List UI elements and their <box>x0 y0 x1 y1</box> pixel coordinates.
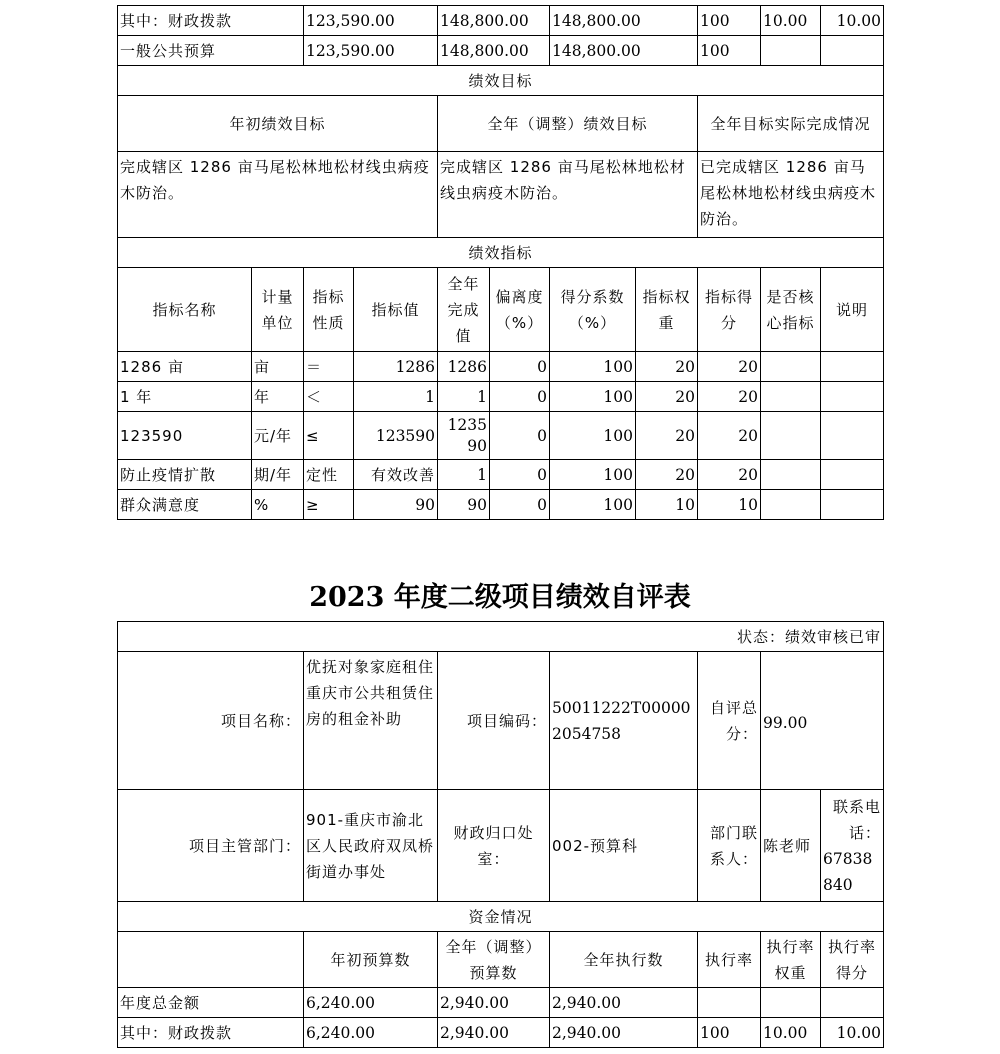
execution-rate: 100 <box>698 1018 761 1048</box>
col-header: 指标性质 <box>304 268 354 352</box>
indicator-score: 20 <box>698 460 761 490</box>
indicator-core <box>761 490 821 520</box>
adjusted-budget: 2,940.00 <box>438 988 550 1018</box>
budget-row <box>118 36 884 66</box>
funds-row <box>118 988 884 1018</box>
row-label: 一般公共预算 <box>118 36 304 66</box>
execution-rate <box>698 988 761 1018</box>
indicator-name: 群众满意度 <box>118 490 252 520</box>
indicator-weight: 20 <box>636 382 698 412</box>
office-value: 002-预算科 <box>550 790 698 902</box>
goals-section-title: 绩效目标 <box>118 66 884 96</box>
indicator-coefficient: 100 <box>550 382 636 412</box>
indicator-deviation: 0 <box>490 382 550 412</box>
indicator-done: 1286 <box>438 352 490 382</box>
rate-score: 10.00 <box>821 1018 884 1048</box>
indicator-header-row <box>118 268 884 352</box>
goal-header-actual: 全年目标实际完成情况 <box>698 96 884 152</box>
initial-budget: 6,240.00 <box>304 1018 438 1048</box>
indicator-weight: 10 <box>636 490 698 520</box>
funds-row <box>118 1018 884 1048</box>
indicator-unit: 期/年 <box>252 460 304 490</box>
indicator-score: 20 <box>698 412 761 460</box>
indicator-row <box>118 490 884 520</box>
col-header: 指标名称 <box>118 268 252 352</box>
initial-budget: 6,240.00 <box>304 988 438 1018</box>
indicator-weight: 20 <box>636 352 698 382</box>
indicator-value: 1 <box>354 382 438 412</box>
executed-amount: 148,800.00 <box>550 6 698 36</box>
indicator-deviation: 0 <box>490 352 550 382</box>
goal-actual: 已完成辖区 1286 亩马尾松林地松材线虫病疫木防治。 <box>698 152 884 238</box>
project-code-label: 项目编码： <box>438 652 550 790</box>
score-label: 自评总分： <box>698 652 761 790</box>
phone-label: 联系电话： <box>832 797 881 842</box>
indicator-name: 防止疫情扩散 <box>118 460 252 490</box>
execution-rate: 100 <box>698 6 761 36</box>
dept-label: 项目主管部门： <box>118 790 304 902</box>
col-header: 说明 <box>821 268 884 352</box>
indicator-note <box>821 352 884 382</box>
project-name: 优抚对象家庭租住重庆市公共租赁住房的租金补助 <box>304 652 438 790</box>
executed-amount: 2,940.00 <box>550 988 698 1018</box>
indicator-nature: ＜ <box>304 382 354 412</box>
indicator-score: 20 <box>698 352 761 382</box>
row-label: 年度总金额 <box>118 988 304 1018</box>
col-header: 偏离度（%） <box>490 268 550 352</box>
indicator-note <box>821 412 884 460</box>
initial-budget: 123,590.00 <box>304 6 438 36</box>
col-header: 年初预算数 <box>304 932 438 988</box>
col-header: 执行率权重 <box>761 932 821 988</box>
indicator-core <box>761 382 821 412</box>
indicator-unit: % <box>252 490 304 520</box>
indicator-score: 10 <box>698 490 761 520</box>
phone-cell <box>821 790 884 902</box>
indicator-deviation: 0 <box>490 490 550 520</box>
initial-budget: 123,590.00 <box>304 36 438 66</box>
rate-weight <box>761 988 821 1018</box>
goal-header-adjusted: 全年（调整）绩效目标 <box>438 96 698 152</box>
indicator-row <box>118 412 884 460</box>
indicator-weight: 20 <box>636 412 698 460</box>
status-text: 状态：绩效审核已审 <box>118 622 884 652</box>
indicator-score: 20 <box>698 382 761 412</box>
adjusted-budget: 2,940.00 <box>438 1018 550 1048</box>
indicator-coefficient: 100 <box>550 352 636 382</box>
col-header: 是否核心指标 <box>761 268 821 352</box>
dept-value: 901-重庆市渝北区人民政府双凤桥街道办事处 <box>304 790 438 902</box>
budget-row <box>118 6 884 36</box>
phone-value: 67838840 <box>823 849 873 894</box>
adjusted-budget: 148,800.00 <box>438 36 550 66</box>
indicator-unit: 元/年 <box>252 412 304 460</box>
indicator-unit: 年 <box>252 382 304 412</box>
page-title: 2023 年度二级项目绩效自评表 <box>309 582 691 613</box>
execution-rate: 100 <box>698 36 761 66</box>
indicator-deviation: 0 <box>490 460 550 490</box>
indicator-note <box>821 490 884 520</box>
col-header: 指标权重 <box>636 268 698 352</box>
col-header: 指标值 <box>354 268 438 352</box>
row-label: 其中：财政拨款 <box>118 6 304 36</box>
col-header: 执行率得分 <box>821 932 884 988</box>
goal-header-initial: 年初绩效目标 <box>118 96 438 152</box>
funds-section-title: 资金情况 <box>118 902 884 932</box>
indicator-note <box>821 460 884 490</box>
indicator-done: 90 <box>438 490 490 520</box>
adjusted-budget: 148,800.00 <box>438 6 550 36</box>
funds-header-blank <box>118 932 304 988</box>
indicator-weight: 20 <box>636 460 698 490</box>
indicator-name: 1 年 <box>118 382 252 412</box>
indicator-core <box>761 352 821 382</box>
rate-score <box>821 988 884 1018</box>
executed-amount: 148,800.00 <box>550 36 698 66</box>
indicator-note <box>821 382 884 412</box>
col-header: 全年（调整）预算数 <box>438 932 550 988</box>
indicator-nature: ＝ <box>304 352 354 382</box>
indicator-core <box>761 460 821 490</box>
indicator-deviation: 0 <box>490 412 550 460</box>
indicator-name: 1286 亩 <box>118 352 252 382</box>
indicator-nature: 定性 <box>304 460 354 490</box>
rate-weight: 10.00 <box>761 6 821 36</box>
total-score: 99.00 <box>761 652 884 790</box>
goal-initial: 完成辖区 1286 亩马尾松林地松材线虫病疫木防治。 <box>118 152 438 238</box>
project-name-label: 项目名称： <box>118 652 304 790</box>
contact-label: 部门联系人： <box>698 790 761 902</box>
indicator-name: 123590 <box>118 412 252 460</box>
performance-table-continued <box>117 5 884 520</box>
executed-amount: 2,940.00 <box>550 1018 698 1048</box>
indicators-section-title: 绩效指标 <box>118 238 884 268</box>
rate-score: 10.00 <box>821 6 884 36</box>
indicator-value: 有效改善 <box>354 460 438 490</box>
indicator-coefficient: 100 <box>550 412 636 460</box>
row-label: 其中：财政拨款 <box>118 1018 304 1048</box>
indicator-done: 123590 <box>438 412 490 460</box>
indicator-row <box>118 352 884 382</box>
indicator-value: 90 <box>354 490 438 520</box>
indicator-nature: ≤ <box>304 412 354 460</box>
indicator-coefficient: 100 <box>550 490 636 520</box>
goal-adjusted: 完成辖区 1286 亩马尾松林地松材线虫病疫木防治。 <box>438 152 698 238</box>
indicator-row <box>118 382 884 412</box>
rate-weight: 10.00 <box>761 1018 821 1048</box>
col-header: 得分系数（%） <box>550 268 636 352</box>
indicator-coefficient: 100 <box>550 460 636 490</box>
office-label: 财政归口处室： <box>438 790 550 902</box>
project-code: 50011222T000002054758 <box>550 652 698 790</box>
indicator-value: 1286 <box>354 352 438 382</box>
indicator-done: 1 <box>438 382 490 412</box>
col-header: 指标得分 <box>698 268 761 352</box>
col-header: 全年执行数 <box>550 932 698 988</box>
col-header: 执行率 <box>698 932 761 988</box>
indicator-core <box>761 412 821 460</box>
indicator-nature: ≥ <box>304 490 354 520</box>
project-self-evaluation-table <box>117 621 884 1048</box>
indicator-value: 123590 <box>354 412 438 460</box>
rate-weight <box>761 36 821 66</box>
rate-score <box>821 36 884 66</box>
funds-header-row <box>118 932 884 988</box>
contact-value: 陈老师 <box>761 790 821 902</box>
indicator-row <box>118 460 884 490</box>
indicator-done: 1 <box>438 460 490 490</box>
indicator-unit: 亩 <box>252 352 304 382</box>
col-header: 计量单位 <box>252 268 304 352</box>
col-header: 全年完成值 <box>438 268 490 352</box>
